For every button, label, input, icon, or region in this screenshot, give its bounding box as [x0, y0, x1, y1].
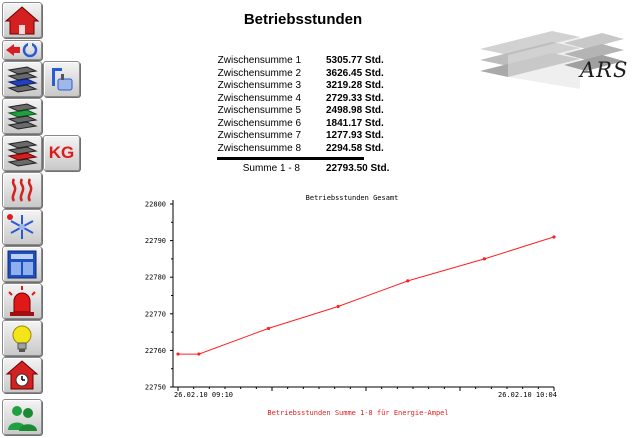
- kg-button[interactable]: [43, 135, 80, 171]
- sidebar: [0, 0, 90, 438]
- chart-axes: [173, 200, 554, 387]
- x-tick-label: 26.02.10 10:04: [497, 391, 557, 399]
- timer-button[interactable]: [2, 357, 42, 393]
- data-point: [337, 305, 340, 308]
- stack-blue-icon: [3, 62, 41, 96]
- floor-stack-green-button[interactable]: [2, 98, 42, 134]
- subtotal-value: 1277.93 Std.: [326, 130, 384, 141]
- total-value: 22793.50 Std.: [326, 163, 390, 174]
- logo-text: ARS: [580, 58, 629, 82]
- home-icon: [3, 3, 41, 37]
- subtotal-row: [200, 118, 400, 130]
- kg-label: KG: [48, 143, 75, 162]
- y-axis-ticks: [145, 201, 173, 392]
- data-point: [483, 257, 486, 260]
- back-refresh-button[interactable]: [2, 40, 42, 60]
- data-point: [406, 279, 409, 282]
- page-title: Betriebsstunden: [243, 11, 363, 28]
- data-point: [197, 352, 200, 355]
- subtotal-row: [200, 93, 400, 105]
- subtotal-row: [200, 130, 400, 142]
- subtotal-value: 2729.33 Std.: [326, 92, 384, 104]
- subtotal-label: Zwischensumme 1: [217, 55, 301, 66]
- lightbulb-icon: [3, 321, 41, 355]
- y-tick-label: 22770: [144, 310, 166, 319]
- cooling-button[interactable]: [2, 209, 42, 245]
- subtotal-value: 3626.45 Std.: [326, 67, 384, 79]
- subtotal-row: [200, 105, 400, 117]
- subtotal-label: Zwischensumme 4: [217, 92, 301, 104]
- blinds-icon: [3, 247, 41, 281]
- data-point: [552, 235, 555, 238]
- total-label: Summe 1 - 8: [242, 163, 300, 174]
- floor-stack-red-button[interactable]: [2, 135, 42, 171]
- subtotal-row: [200, 68, 400, 80]
- y-tick-label: 22760: [144, 346, 166, 355]
- heating-button[interactable]: [2, 172, 42, 208]
- subtotal-label: Zwischensumme 5: [217, 105, 301, 116]
- subtotal-label: Zwischensumme 3: [217, 80, 301, 91]
- alarm-button[interactable]: [2, 283, 42, 319]
- chart: [130, 188, 570, 420]
- subtotal-value: 1841.17 Std.: [326, 117, 384, 129]
- chart-x-label: Betriebsstunden Summe 1-8 für Energie-Ampel: [267, 409, 449, 417]
- users-button[interactable]: [2, 399, 42, 435]
- y-tick-label: 22800: [144, 200, 166, 209]
- subtotal-row: [200, 143, 400, 155]
- stack-green-icon: [3, 99, 41, 133]
- data-point: [267, 327, 270, 330]
- total-row: [200, 163, 400, 175]
- x-tick-label: 26.02.10 09:10: [174, 391, 234, 399]
- chart-title: Betriebsstunden Gesamt: [305, 194, 399, 202]
- x-axis-ticks: [174, 387, 557, 399]
- users-icon: [3, 400, 41, 434]
- subtotal-value: 3219.28 Std.: [326, 80, 384, 91]
- subtotal-row: [200, 80, 400, 92]
- y-tick-label: 22790: [144, 237, 166, 246]
- y-tick-label: 22780: [144, 273, 166, 282]
- series-line: [178, 237, 554, 354]
- sum-divider: [217, 157, 364, 160]
- back-refresh-icon: [3, 41, 41, 59]
- blinds-button[interactable]: [2, 246, 42, 282]
- chart-series: [176, 235, 555, 355]
- floor-stack-blue-button[interactable]: [2, 61, 42, 97]
- lighting-button[interactable]: [2, 320, 42, 356]
- subtotal-label: Zwischensumme 2: [217, 67, 301, 79]
- subtotal-label: Zwischensumme 7: [217, 130, 301, 141]
- subtotal-label: Zwischensumme 8: [217, 142, 301, 154]
- heating-icon: [3, 173, 41, 207]
- stack-red-icon: [3, 136, 41, 170]
- subtotal-row: [200, 55, 400, 67]
- alarm-light-icon: [3, 284, 41, 318]
- subtotal-value: 2498.98 Std.: [326, 105, 384, 116]
- subtotal-value: 5305.77 Std.: [326, 55, 384, 66]
- snowflake-icon: [3, 210, 41, 244]
- water-button[interactable]: [43, 61, 80, 97]
- home-button[interactable]: [2, 2, 42, 38]
- house-clock-icon: [3, 358, 41, 392]
- subtotal-value: 2294.58 Std.: [326, 142, 384, 154]
- subtotal-label: Zwischensumme 6: [217, 117, 301, 129]
- y-tick-label: 22750: [144, 383, 166, 392]
- data-point: [176, 352, 179, 355]
- faucet-icon: [44, 62, 79, 96]
